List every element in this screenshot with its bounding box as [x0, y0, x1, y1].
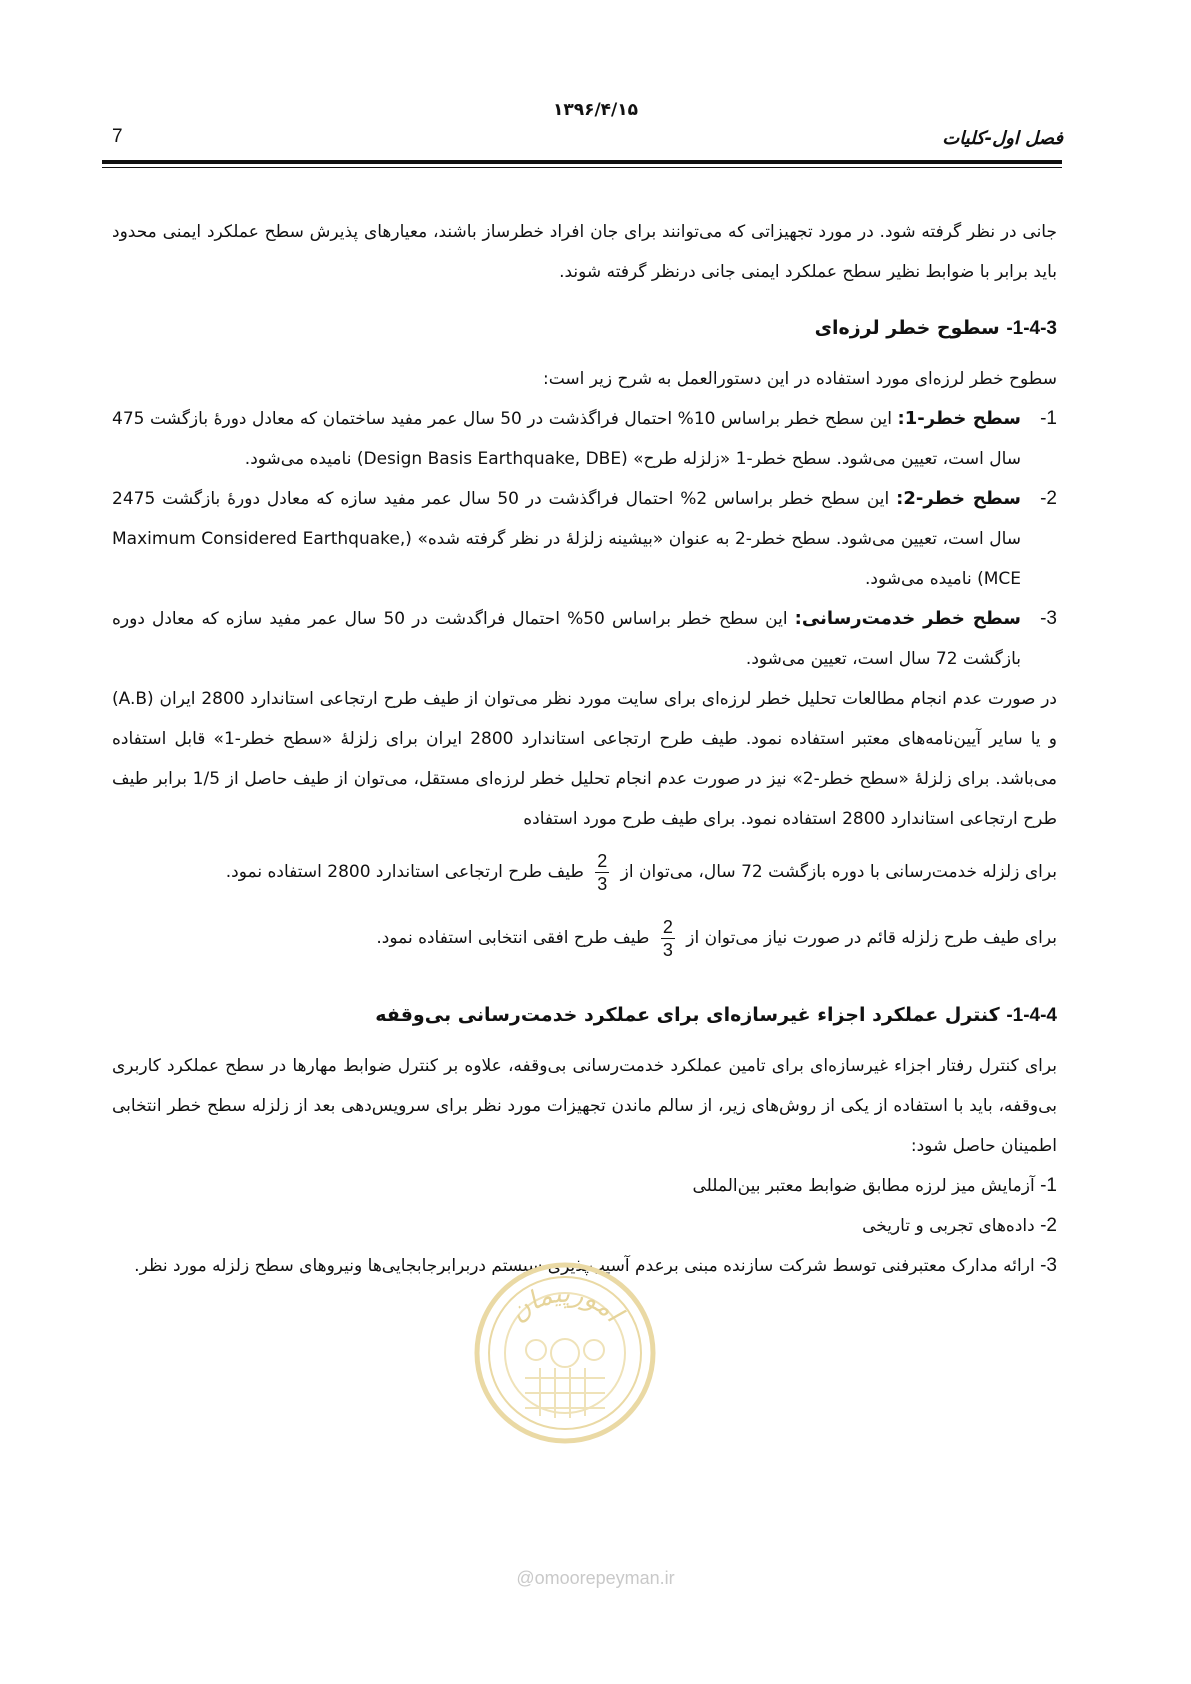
hazard-item-3	[112, 599, 1057, 679]
page-content	[112, 212, 1057, 1286]
method-text: داده‌های تجربی و تاریخی	[862, 1216, 1035, 1236]
svg-text:امورپیمان	[504, 1279, 630, 1330]
page-number: 7	[112, 126, 123, 147]
chapter-title: فصل اول-کلیات	[942, 128, 1063, 149]
hazard-item-text: این سطح خطر براساس 2% احتمال فراگذشت در 50 سال عمر مفید سازه که معادل دورهٔ بازگشت 2475 سال است، تعیین می‌شود. سطح خطر-2 به عنوان «بیشینه زلزلهٔ در نظر گرفته شده» (Maximum Considered Earthquake, MCE) نامیده می‌شود.	[112, 489, 1021, 589]
sentence-part-before: برای زلزله خدمت‌رسانی با دوره بازگشت 72 سال، می‌توان از	[620, 862, 1057, 882]
spectrum-paragraph: در صورت عدم انجام مطالعات تحلیل خطر لرزه‌ای برای سایت مورد نظر می‌توان از طیف طرح ارتجاعی استاندارد 2800 ایران (A.B) و یا سایر آیین‌نامه‌های معتبر استفاده نمود. طیف طرح ارتجاعی استاندارد 2800 ایران برای زلزلهٔ «سطح خطر-1» قابل استفاده می‌باشد. برای زلزلهٔ «سطح خطر-2» نیز در صورت عدم انجام تحلیل خطر لرزه‌ای مستقل، می‌توان از طیف حاصل از 1/5 برابر طیف طرح ارتجاعی استاندارد 2800 استفاده نمود. برای طیف طرح مورد استفاده	[112, 689, 1058, 829]
section-title: کنترل عملکرد اجزاء غیرسازه‌ای برای عملکرد خدمت‌رسانی بی‌وقفه	[375, 1004, 1000, 1026]
hazard-item-label: سطح خطر خدمت‌رسانی:	[794, 608, 1021, 629]
vertical-spectrum-sentence	[112, 905, 1057, 971]
hazard-item-2	[112, 479, 1057, 599]
method-marker: 3-	[1040, 1255, 1057, 1276]
fraction-denominator: 3	[597, 873, 608, 894]
section-number: 1-4-3-	[1006, 318, 1057, 339]
section-heading-seismic-hazard	[112, 308, 1057, 349]
page-date: ۱۳۹۶/۴/۱۵	[552, 100, 639, 120]
method-marker: 1-	[1040, 1175, 1057, 1196]
hazard-item-label: سطح خطر-1:	[897, 408, 1022, 429]
hazard-item-text: این سطح خطر براساس 10% احتمال فراگذشت در 50 سال عمر مفید ساختمان که معادل دورهٔ بازگشت 475 سال است، تعیین می‌شود. سطح خطر-1 «زلزله طرح» (Design Basis Earthquake, DBE) نامیده می‌شود.	[112, 409, 1021, 469]
sentence-part-before: برای طیف طرح زلزله قائم در صورت نیاز می‌توان از	[686, 928, 1057, 948]
fraction-numerator: 2	[662, 916, 673, 937]
method-item-1	[112, 1166, 1057, 1206]
hazard-item-marker: 2-	[1040, 488, 1057, 509]
method-text: ارائه مدارک معتبرفنی توسط شرکت سازنده مبنی برعدم آسیب‌پذیری سیستم دربرابرجابجایی‌ها ونیروهای سطح زلزله مورد نظر.	[134, 1256, 1035, 1276]
sentence-part-after: طیف طرح ارتجاعی استاندارد 2800 استفاده نمود.	[225, 862, 584, 882]
section-number: 1-4-4-	[1006, 1005, 1057, 1026]
method-item-2	[112, 1206, 1057, 1246]
site-watermark: @omoorepeyman.ir	[516, 1568, 675, 1588]
fraction-two-thirds	[595, 850, 609, 895]
section-lead: سطوح خطر لرزه‌ای مورد استفاده در این دستورالعمل به شرح زیر است:	[542, 369, 1057, 389]
hazard-item-text: این سطح خطر براساس 50% احتمال فراگدشت در 50 سال عمر مفید سازه که معادل دوره بازگشت 72 سال است، تعیین می‌شود.	[112, 609, 1021, 669]
service-spectrum-sentence	[112, 839, 1057, 905]
section-heading-nonstructural	[112, 995, 1057, 1036]
method-text: آزمایش میز لرزه مطابق ضوابط معتبر بین‌المللی	[692, 1176, 1035, 1196]
hazard-item-marker: 3-	[1040, 608, 1057, 629]
section-title: سطوح خطر لرزه‌ای	[814, 317, 1000, 339]
method-marker: 2-	[1040, 1215, 1057, 1236]
stamp-seal	[470, 1258, 660, 1448]
header-rule-thin	[102, 167, 1062, 168]
hazard-item-1	[112, 399, 1057, 479]
hazard-item-marker: 1-	[1040, 408, 1057, 429]
nonstructural-paragraph: برای کنترل رفتار اجزاء غیرسازه‌ای برای تامین عملکرد خدمت‌رسانی بی‌وقفه، علاوه بر کنترل ضوابط مهارها در سطح عملکرد کاربری بی‌وقفه، باید با استفاده از یکی از روش‌های زیر، از سالم ماندن تجهیزات مورد نظر برای سرویس‌دهی بعد از زلزله سطح خطر انتخابی اطمینان حاصل شود:	[112, 1056, 1057, 1156]
hazard-item-label: سطح خطر-2:	[896, 488, 1021, 509]
intro-paragraph: جانی در نظر گرفته شود. در مورد تجهیزاتی که می‌توانند برای جان افراد خطرساز باشند، معیارهای پذیرش سطح عملکرد ایمنی محدود باید برابر با ضوابط نظیر سطح عملکرد ایمنی جانی درنظر گرفته شوند.	[112, 222, 1057, 282]
stamp-text: امورپیمان	[503, 1278, 628, 1329]
fraction-numerator: 2	[597, 850, 608, 871]
header-rule-thick	[102, 160, 1062, 164]
stamp-seal-graphic	[470, 1258, 660, 1448]
fraction-denominator: 3	[662, 939, 673, 960]
fraction-two-thirds	[661, 916, 675, 961]
sentence-part-after: طیف طرح افقی انتخابی استفاده نمود.	[376, 928, 650, 948]
